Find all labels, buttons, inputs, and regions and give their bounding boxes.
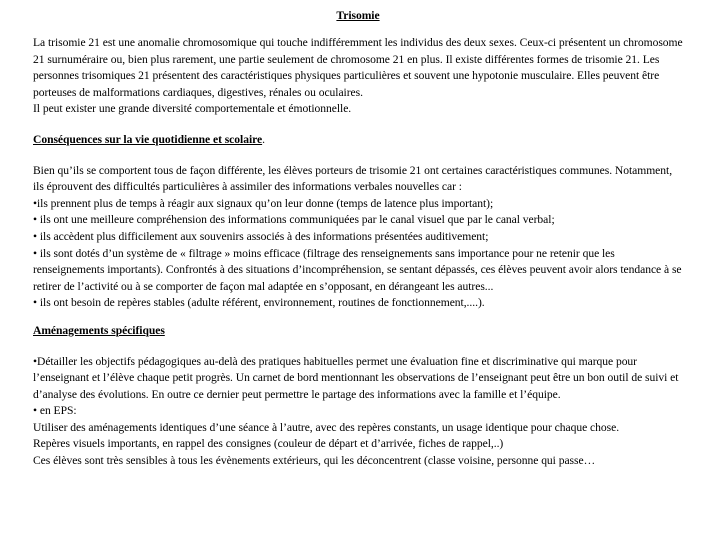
document-page <box>33 7 683 470</box>
intro-paragraph: Il peut exister une grande diversité comportementale et émotionnelle. <box>33 102 352 116</box>
bullet-item: •Détailler les objectifs pédagogiques au-delà des pratiques habituelles permet une évaluation fine et discriminative qui marque pour l’enseignant et l’élève chaque petit progrès. Un carnet de bord mentionnant les observations de l’enseignant peut être un bon outil de suivi et d’analyse des évolutions. En outre ce dernier peut permettre le partage des informations avec la famille et l’équipe. <box>33 354 679 401</box>
spacer <box>33 118 683 132</box>
section-heading: Aménagements spécifiques <box>33 323 165 337</box>
paragraph: Bien qu’ils se comportent tous de façon différente, les élèves porteurs de trisomie 21 ont certaines caractéristiques communes. Notamment, ils éprouvent des difficultés particulières à assimiler des informations verbales nouvelles car : <box>33 163 673 194</box>
bullet-item: • en EPS: <box>33 404 77 418</box>
spacer <box>33 149 683 163</box>
section-heading-line <box>33 323 683 340</box>
spacer <box>33 340 683 354</box>
paragraph: Utiliser des aménagements identiques d’une séance à l’autre, avec des repères constants, un usage identique pour chaque chose. <box>33 420 620 434</box>
bullet-item: • ils ont besoin de repères stables (adulte référent, environnement, routines de fonctionnement,....). <box>33 296 485 310</box>
paragraph: Ces élèves sont très sensibles à tous les évènements extérieurs, qui les déconcentrent (classe voisine, personne qui passe… <box>33 454 596 468</box>
bullet-item: • ils sont dotés d’un système de « filtrage » moins efficace (filtrage des renseignements sans importance pour ne retenir que les renseignements importants). Confrontés à des situations d’incompréhension, se sentant dépassés, ces élèves peuvent avoir alors tendance à se retirer de l’activité ou à se comporter de façon mal adaptée en s’opposant, en dérangeant les autres... <box>33 246 682 293</box>
section-heading-line <box>33 132 683 149</box>
paragraph: Repères visuels importants, en rappel des consignes (couleur de départ et d’arrivée, fiches de rappel,..) <box>33 437 504 451</box>
spacer <box>33 312 683 323</box>
bullet-item: • ils accèdent plus difficilement aux souvenirs associés à des informations présentées auditivement; <box>33 229 489 243</box>
heading-suffix: . <box>262 132 265 146</box>
bullet-item: •ils prennent plus de temps à réagir aux signaux qu’on leur donne (temps de latence plus important); <box>33 196 494 210</box>
bullet-item: • ils ont une meilleure compréhension des informations communiquées par le canal visuel que par le canal verbal; <box>33 213 555 227</box>
page-title: Trisomie <box>336 9 380 22</box>
intro-paragraph: La trisomie 21 est une anomalie chromosomique qui touche indifféremment les individus des deux sexes. Ceux-ci présentent un chromosome 21 surnuméraire ou, bien plus rarement, une partie seulement de chromosome 21 en plus. Il existe différentes formes de trisomie 21. Les personnes trisomiques 21 présentent des caractéristiques physiques particulières et souvent une hypotonie musculaire. Elles peuvent être porteuses de malformations cardiaques, digestives, rénales ou oculaires. <box>33 36 683 99</box>
section-heading: Conséquences sur la vie quotidienne et scolaire <box>33 132 263 146</box>
